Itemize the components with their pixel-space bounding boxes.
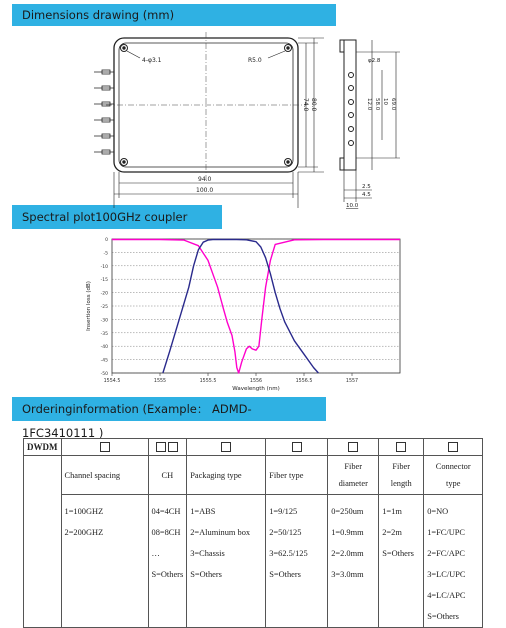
code-box-fiber-length <box>379 439 424 456</box>
y-tick-label: -15 <box>100 278 108 284</box>
dwdm-spacer <box>24 456 62 628</box>
y-tick-label: -30 <box>100 318 108 324</box>
ordering-label-row <box>24 456 483 495</box>
series-line-2 <box>163 240 319 374</box>
values-fiber-type: 1=9/125 2=50/125 3=62.5/125 S=Others <box>266 495 328 628</box>
label-fiber-length: Fiber length <box>379 456 424 495</box>
bottom-dim-1: 2.5 <box>362 184 371 190</box>
x-tick-label: 1555 <box>153 379 167 384</box>
code-box-ch <box>148 439 187 456</box>
dimensions-drawing <box>0 30 506 210</box>
section-title-spectral: Spectral plot100GHz coupler <box>12 205 222 229</box>
y-tick-label: -25 <box>100 305 108 310</box>
width-inner-dim: 94.0 <box>198 176 212 183</box>
code-box-connector <box>424 439 483 456</box>
ordering-table <box>23 438 483 628</box>
y-tick-label: -10 <box>100 264 108 270</box>
height-inner-dim: 74.0 <box>302 98 309 112</box>
fiber-pigtails <box>94 70 114 154</box>
side-dim-2: 58.0 <box>374 98 380 111</box>
values-ch: 04=4CH 08=8CH … S=Others <box>148 495 187 628</box>
side-view <box>340 40 356 170</box>
y-axis-label: Insertion loss (dB) <box>86 281 92 331</box>
side-dim-3: 10 <box>382 98 388 105</box>
label-packaging: Packaging type <box>187 456 266 495</box>
values-fiber-diameter: 0=250um 1=0.9mm 2=2.0mm 3=3.0mm <box>328 495 379 628</box>
values-channel-spacing: 1=100GHZ 2=200GHZ <box>61 495 148 628</box>
x-tick-label: 1557 <box>345 379 359 384</box>
x-tick-label: 1554.5 <box>103 379 121 384</box>
section-title-dimensions: Dimensions drawing (mm) <box>12 4 336 26</box>
values-connector: 0=NO 1=FC/UPC 2=FC/APC 3=LC/UPC 4=LC/APC S=Others <box>424 495 483 628</box>
values-fiber-length: 1=1m 2=2m S=Others <box>379 495 424 628</box>
y-tick-label: -5 <box>103 251 108 257</box>
y-tick-label: -35 <box>100 331 108 337</box>
side-dim-1: 12.0 <box>366 98 372 111</box>
values-packaging: 1=ABS 2=Aluminum box 3=Chassis S=Others <box>187 495 266 628</box>
ordering-values-row <box>24 495 483 628</box>
side-dim-4: 69.0 <box>390 98 396 111</box>
y-tick-label: -50 <box>100 372 108 377</box>
code-box-fiber-diameter <box>328 439 379 456</box>
section-title-ordering: Orderinginformation (Example： ADMD- 1FC3410111 ) <box>12 397 326 421</box>
y-tick-label: 0 <box>105 238 108 243</box>
label-fiber-type: Fiber type <box>266 456 328 495</box>
ordering-header-row <box>24 439 483 456</box>
label-connector: Connector type <box>424 456 483 495</box>
y-tick-label: -45 <box>100 358 108 364</box>
code-box-channel-spacing <box>61 439 148 456</box>
bottom-dim-3: 10.0 <box>346 203 359 209</box>
label-fiber-diameter: Fiber diameter <box>328 456 379 495</box>
spectral-chart <box>0 233 506 398</box>
side-dim-hole: φ2.8 <box>368 58 381 64</box>
code-box-fiber-type <box>266 439 328 456</box>
label-channel-spacing: Channel spacing <box>61 456 148 495</box>
x-axis-label: Wavelength (nm) <box>232 386 280 392</box>
width-outer-dim: 100.0 <box>196 187 214 194</box>
hole-label: 4-φ3.1 <box>142 57 162 64</box>
x-tick-label: 1556 <box>249 379 263 384</box>
radius-label: R5.0 <box>248 57 262 64</box>
y-tick-label: -40 <box>100 345 108 351</box>
height-outer-dim: 80.0 <box>310 98 317 112</box>
code-box-packaging <box>187 439 266 456</box>
bottom-dim-2: 4.5 <box>362 192 371 198</box>
x-tick-label: 1555.5 <box>199 379 217 384</box>
label-ch: CH <box>148 456 187 495</box>
dwdm-label: DWDM <box>24 439 62 456</box>
series-line-1 <box>112 240 400 374</box>
x-tick-label: 1556.5 <box>295 379 313 384</box>
y-tick-label: -20 <box>100 291 108 297</box>
